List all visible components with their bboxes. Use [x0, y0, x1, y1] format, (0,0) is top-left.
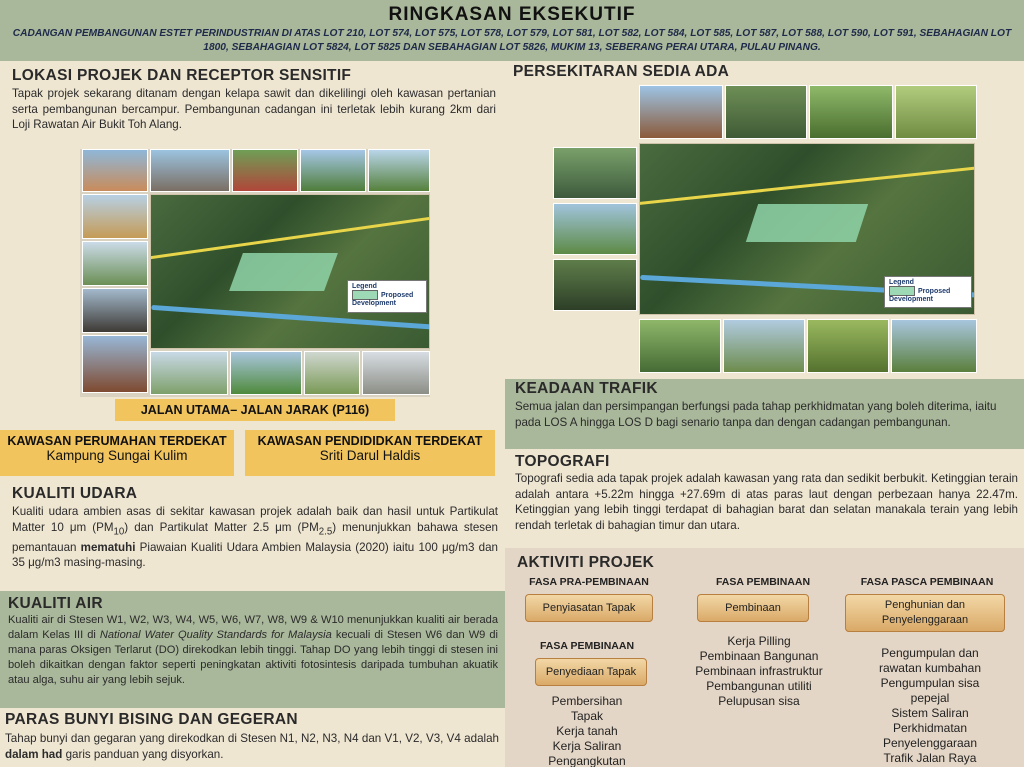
persekitaran-title: PERSEKITARAN SEDIA ADA — [513, 63, 730, 80]
nearest-housing-title: KAWASAN PERUMAHAN TERDEKAT — [7, 434, 227, 448]
box-penyiasatan-tapak: Penyiasatan Tapak — [525, 594, 653, 622]
section-topografi — [505, 449, 1024, 548]
photo-bottom-4 — [362, 351, 430, 395]
air-italic: National Water Quality Standards for Malaysia — [99, 629, 332, 641]
act-item: Pembangunan utiliti — [706, 679, 812, 693]
air-body — [8, 613, 498, 688]
persekitaran-map — [639, 143, 975, 315]
udara-body — [12, 504, 498, 571]
page-title: RINGKASAN EKSEKUTIF — [388, 4, 636, 25]
photo-bottom-3 — [304, 351, 360, 395]
legend-title: Legend — [352, 283, 377, 290]
udara-text-2: ) dan Partikulat Matter 2.5 μm (PM — [124, 520, 319, 534]
bunyi-title: PARAS BUNYI BISING DAN GEGERAN — [5, 711, 298, 728]
photo-bush — [809, 85, 893, 139]
act-item: Penyelenggaraan — [882, 736, 978, 750]
act-item: Kerja tanah — [556, 724, 618, 738]
photo-house-3 — [82, 335, 148, 393]
photo-house-1 — [82, 241, 148, 286]
section-paras-bunyi — [0, 708, 505, 767]
bunyi-text-2: garis panduan yang disyorkan. — [62, 747, 224, 761]
act-item: Pengumpulan dan — [881, 646, 979, 660]
nearest-housing — [0, 430, 234, 476]
act-item: Pembinaan infrastruktur — [695, 664, 823, 678]
box-penghunian: Penghunian dan Penyelenggaraan — [845, 594, 1005, 632]
udara-title: KUALITI UDARA — [12, 485, 138, 502]
topografi-title: TOPOGRAFI — [515, 453, 610, 470]
photo-pond — [553, 259, 637, 311]
lokasi-map — [150, 194, 430, 349]
udara-text-4: Piawaian Kualiti Udara Ambien Malaysia (2020) iaitu 100 μg/m3 dan 35 μg/m3 masing-masing. — [12, 540, 498, 570]
proposed-development-area — [229, 253, 338, 291]
photo-tower — [639, 85, 723, 139]
fasa-pembinaan: FASA PEMBINAAN — [715, 576, 811, 588]
photo-field — [895, 85, 977, 139]
nearest-housing-value: Kampung Sungai Kulim — [46, 448, 188, 463]
udara-sub-2: 2.5 — [318, 525, 333, 537]
bunyi-text-1: Tahap bunyi dan gegaran yang direkodkan di Stesen N1, N2, N3, N4 dan V1, V2, V3, V4 adalah — [5, 732, 499, 745]
box-pembinaan: Pembinaan — [697, 594, 809, 622]
photo-bottom-c — [807, 319, 889, 373]
act-item: Pembinaan Bangunan — [699, 649, 819, 663]
fasa-pasca-list — [855, 646, 1005, 766]
act-item: Kerja Saliran — [552, 739, 622, 753]
act-item: Pelupusan sisa — [718, 694, 800, 708]
header-banner — [0, 0, 1024, 61]
air-text-1: Kualiti air di Stesen W1, W2, W3, W4, W5, W6, W7, W8, W9 & W10 menunjukkan kualiti air berada dalam Kelas III di — [8, 614, 498, 641]
section-kualiti-air — [0, 591, 505, 708]
photo-bottom-d — [891, 319, 977, 373]
fasa-pembinaan-2: FASA PEMBINAAN — [539, 640, 635, 652]
photo-bottom-b — [723, 319, 805, 373]
map-legend — [884, 276, 972, 308]
section-kualiti-udara — [0, 483, 505, 591]
photo-shelter — [553, 203, 637, 255]
air-title: KUALITI AIR — [8, 595, 103, 612]
legend-swatch — [352, 290, 378, 300]
section-lokasi — [0, 61, 505, 483]
nearest-school — [245, 430, 495, 476]
map-legend — [347, 280, 427, 313]
act-item: Pembersihan — [551, 694, 623, 708]
section-trafik — [505, 379, 1024, 449]
page-subtitle: CADANGAN PEMBANGUNAN ESTET PERINDUSTRIAN DI ATAS LOT 210, LOT 574, LOT 575, LOT 578, LOT 579, LOT 581, LOT 582, LOT 584, LOT 585, LOT 587, LOT 588, LOT 590, LOT 591, SEBAHAGIAN LOT 1800, SEBAHAGIAN LOT 5824, LOT 5825 DAN SEBAHAGIAN LOT 5826, MUKIM 13, SEBERANG PERAI UTARA, PULAU PINANG. — [12, 28, 1012, 53]
act-item: Pengumpulan sisa — [880, 676, 980, 690]
bunyi-body — [5, 731, 499, 762]
proposed-development-area — [746, 204, 868, 242]
fasa-pasca-pembinaan: FASA PASCA PEMBINAAN — [860, 576, 994, 588]
aktiviti-title: AKTIVITI PROJEK — [517, 554, 655, 571]
photo-trees-2 — [368, 149, 430, 192]
act-item: rawatan kumbahan — [878, 661, 982, 675]
act-item: Trafik Jalan Raya — [883, 751, 977, 765]
udara-text-3: ) menunjukkan bahawa stesen pemantauan — [12, 520, 499, 554]
photo-building — [150, 149, 230, 192]
photo-school — [82, 149, 148, 192]
photo-house-2 — [82, 288, 148, 333]
section-aktiviti — [505, 548, 1024, 767]
photo-drain — [725, 85, 807, 139]
topografi-body: Topografi sedia ada tapak projek adalah kawasan yang rata dan sedikit berbukit. Ketinggian terain adalah antara +5.22m hingga +27.69m di atas paras laut dengan perbezaan hanya 22.47m. Ketinggian yang lebih tinggi terdapat di bahagian barat dan selatan manakala terain yang lebih rendah terletak di bahagian timur dan utara. — [515, 472, 1018, 532]
photo-bottom-2 — [230, 351, 302, 395]
photo-shop — [232, 149, 298, 192]
road-label: JALAN UTAMA– JALAN JARAK (P116) — [115, 399, 395, 421]
udara-sub-1: 10 — [113, 525, 125, 537]
act-item: Tapak — [570, 709, 604, 723]
legend-item: Proposed Development — [352, 291, 414, 307]
photo-bottom-a — [639, 319, 721, 373]
lokasi-figure — [80, 149, 430, 397]
act-item: Perkhidmatan — [892, 721, 968, 735]
legend-item: Proposed Development — [889, 287, 951, 303]
fasa-penyediaan-list — [527, 694, 647, 767]
map-road — [639, 165, 975, 206]
act-item: Pengangkutan — [548, 754, 626, 767]
udara-bold: mematuhi — [80, 540, 136, 554]
section-persekitaran — [505, 61, 1024, 379]
trafik-body: Semua jalan dan persimpangan berfungsi pada tahap perkhidmatan yang boleh diterima, iaitu pada LOS A hingga LOS D bagi senario tanpa dan dengan cadangan pembangunan. — [515, 400, 997, 429]
act-item: Kerja Pilling — [727, 634, 791, 648]
legend-title: Legend — [889, 279, 914, 286]
photo-mosque — [82, 194, 148, 239]
lokasi-body: Tapak projek sekarang ditanam dengan kelapa sawit dan dikelilingi oleh kawasan pertanian serta pembangunan bercampur. Pembangunan cadangan ini terletak lebih kurang 2km dari Loji Rawatan Air Bukit Toh Alang. — [12, 87, 496, 132]
bunyi-bold: dalam had — [5, 747, 63, 761]
udara-text-1: Kualiti udara ambien asas di sekitar kawasan projek adalah baik dan hasil untuk Partikulat Matter 10 μm (PM — [12, 505, 498, 534]
box-penyediaan-tapak: Penyediaan Tapak — [535, 658, 647, 686]
nearest-school-value: Sriti Darul Haldis — [319, 448, 421, 463]
photo-bottom-1 — [150, 351, 228, 395]
photo-trees-1 — [300, 149, 366, 192]
air-text-2: kecuali di Stesen W6 dan W9 di mana paras Oksigen Terlarut (DO) direkodkan lebih tinggi. Tahap DO yang lebih tinggi di stesen ini boleh dikaitkan dengan faktor seperti peningkatan aktiviti fotosintesis daripada tumbuhan akuatik atau alga, suhu air yang lebih sejuk. — [8, 629, 498, 686]
act-item: Sistem Saliran — [891, 706, 969, 720]
fasa-pembinaan-list — [675, 634, 843, 709]
photo-canal — [553, 147, 637, 199]
lokasi-title: LOKASI PROJEK DAN RECEPTOR SENSITIF — [12, 67, 352, 84]
legend-swatch — [889, 286, 915, 296]
nearest-school-title: KAWASAN PENDIDIDKAN TERDEKAT — [257, 434, 483, 448]
fasa-pra-pembinaan: FASA PRA-PEMBINAAN — [529, 576, 649, 588]
act-item: pepejal — [910, 691, 950, 705]
trafik-title: KEADAAN TRAFIK — [515, 380, 658, 397]
